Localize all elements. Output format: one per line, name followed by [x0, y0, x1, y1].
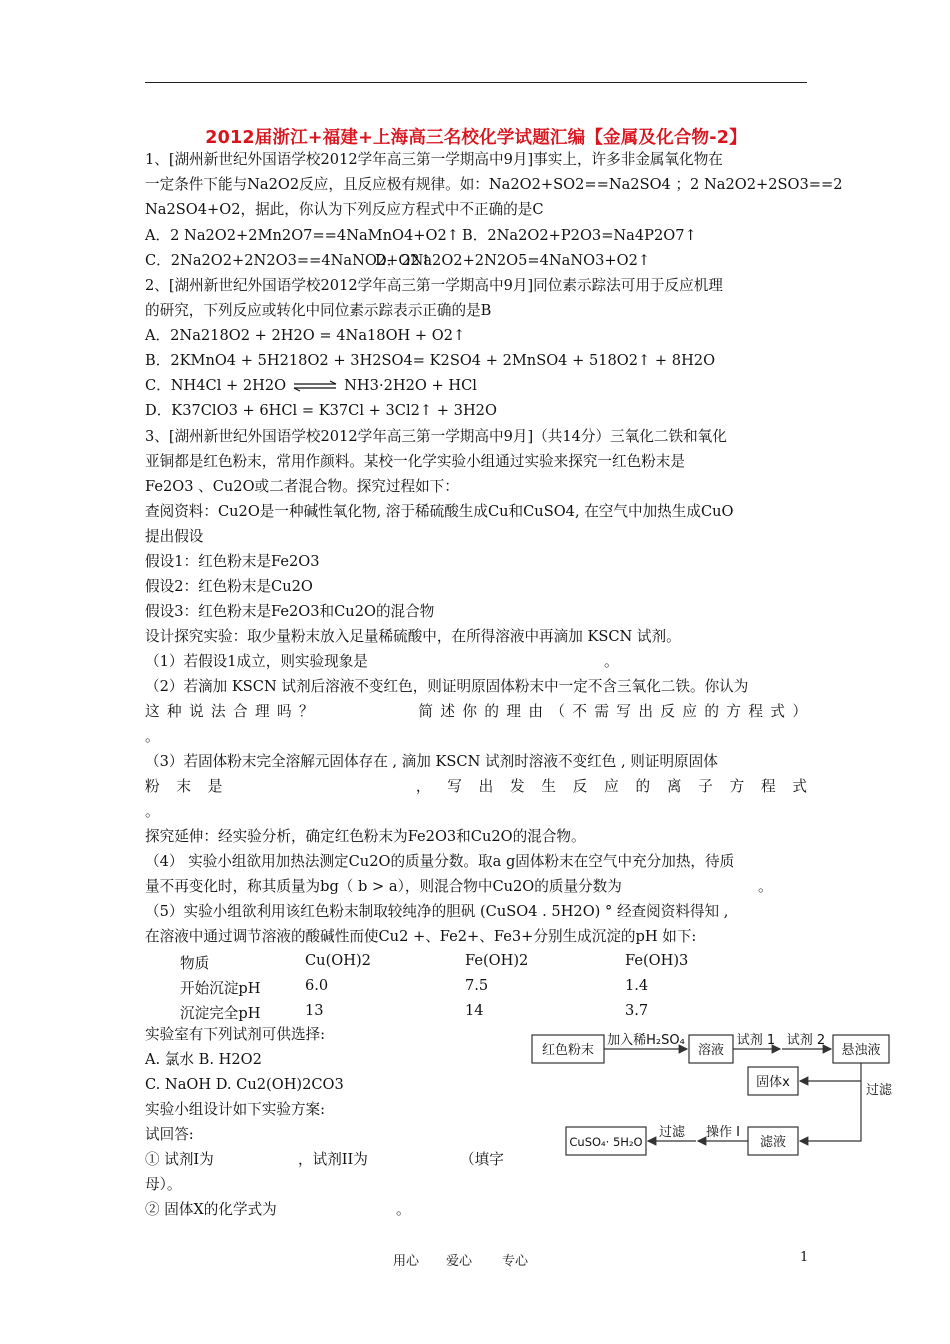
table-cell: 3.7 — [625, 1002, 649, 1019]
q3-experiment-design: 设计探究实验：取少量粉末放入足量稀硫酸中，在所得溶液中再滴加 KSCN 试剂。 — [145, 628, 681, 645]
q3-part-2: （2）若滴加 KSCN 试剂后溶液不变红色，则证明原固体粉末中一定不含三氧化二铁。你认为 — [145, 678, 749, 695]
q3-question-1: ① 试剂I为 — [145, 1151, 214, 1168]
q3-part-4: （4） 实验小组欲用加热法测定Cu2O的质量分数。取a g固体粉末在空气中充分加热，待质 — [145, 853, 735, 870]
q2-option-d: D．K37ClO3 + 6HCl = K37Cl + 3Cl2↑ + 3H2O — [145, 402, 497, 419]
q3-reference: 查阅资料：Cu2O是一种碱性氧化物, 溶于稀硫酸生成Cu和CuSO4, 在空气中加热生成CuO — [145, 503, 734, 520]
q3-part-3: （3）若固体粉末完全溶解元固体存在 , 滴加 KSCN 试剂时溶液不变红色 , 则证明原固体 — [145, 753, 718, 770]
q3-hypothesis-2: 假设2：红色粉末是Cu2O — [145, 578, 313, 595]
footer-text: 专心 — [502, 1254, 529, 1269]
table-cell: 7.5 — [465, 977, 489, 994]
q3-part-3-end: 。 — [145, 803, 160, 820]
flow-label: CuSO₄· 5H₂O — [569, 1135, 643, 1149]
flow-label: 操作 I — [706, 1125, 740, 1140]
q3-reagents-cd: C. NaOH D. Cu2(OH)2CO3 — [145, 1076, 344, 1093]
flow-label: 溶液 — [697, 1043, 725, 1058]
table-header-cell: 物质 — [180, 955, 210, 972]
q3-question-1-end: 母）。 — [145, 1176, 182, 1193]
page-number: 1 — [800, 1250, 809, 1265]
q3-question-2-end: 。 — [396, 1201, 411, 1218]
flow-label: 过滤 — [865, 1083, 893, 1098]
q3-hypothesis-heading: 提出假设 — [145, 528, 204, 545]
q2-line-2: 的研究，下列反应或转化中同位素示踪表示正确的是B — [145, 302, 492, 319]
q3-part-3-line-2: 粉 末 是 ， 写 出 发 生 反 应 的 离 子 方 程 式 — [145, 778, 807, 795]
flow-label: 滤液 — [759, 1135, 787, 1150]
flow-arrow-filter — [800, 1063, 861, 1141]
q3-reagents-ab: A. 氯水 B. H2O2 — [145, 1051, 262, 1068]
table-header-cell: Cu(OH)2 — [305, 952, 371, 969]
document-title: 2012届浙江+福建+上海高三名校化学试题汇编【金属及化合物-2】 — [205, 128, 747, 148]
q2-option-c-right: NH3·2H2O + HCl — [344, 377, 477, 394]
q3-hypothesis-1: 假设1：红色粉末是Fe2O3 — [145, 553, 320, 570]
q2-option-c — [145, 376, 477, 396]
flow-label: 固体x — [756, 1075, 790, 1090]
flow-label: 加入稀H₂SO₄ — [607, 1033, 685, 1048]
q3-part-2-end: 。 — [145, 728, 160, 745]
q3-line-2: 亚铜都是红色粉末，常用作颜料。某校一化学实验小组通过实验来探究一红色粉末是 — [145, 453, 685, 470]
equilibrium-arrow-icon — [292, 380, 338, 392]
flow-label: 红色粉末 — [541, 1043, 595, 1058]
flow-label: 过滤 — [658, 1125, 686, 1140]
flow-label: 悬浊液 — [841, 1043, 881, 1058]
q2-option-a: A．2Na218O2 + 2H2O = 4Na18OH + O2↑ — [145, 327, 466, 344]
table-cell: 14 — [465, 1002, 484, 1019]
q3-part-1-end: 。 — [604, 653, 619, 670]
q3-hypothesis-3: 假设3：红色粉末是Fe2O3和Cu2O的混合物 — [145, 603, 435, 620]
process-flowchart — [522, 1028, 897, 1163]
q1-line-1: 1、[湖州新世纪外国语学校2012学年高三第一学期高中9月]事实上，许多非金属氧化物在 — [145, 151, 723, 168]
table-header-cell: Fe(OH)2 — [465, 952, 529, 969]
q1-option-c: C．2Na2O2+2N2O3==4NaNO2+O2↑ — [145, 252, 432, 269]
flow-label: 试剂 1 — [736, 1033, 776, 1048]
table-cell: 13 — [305, 1002, 324, 1019]
q1-option-d: D．2Na2O2+2N2O5=4NaNO3+O2↑ — [375, 252, 651, 269]
q3-question-1c: （填字 — [460, 1151, 504, 1168]
header-rule — [145, 82, 807, 83]
q2-option-c-left: C．NH4Cl + 2H2O — [145, 377, 287, 394]
q3-line-3: Fe2O3 、Cu2O或二者混合物。探究过程如下： — [145, 478, 459, 495]
table-cell: 6.0 — [305, 977, 329, 994]
footer-text: 用心 — [393, 1254, 420, 1269]
table-cell: 沉淀完全pH — [180, 1005, 261, 1022]
q3-part-1: （1）若假设1成立，则实验现象是 — [145, 653, 368, 670]
q2-option-b: B．2KMnO4 + 5H218O2 + 3H2SO4= K2SO4 + 2MnSO4 + 518O2↑ + 8H2O — [145, 352, 716, 369]
q3-part-2-line-2: 这 种 说 法 合 理 吗 ？ 简 述 你 的 理 由 （ 不 需 写 出 反 应 的 方 程 式 ） — [145, 703, 807, 720]
q1-option-a: A．2 Na2O2+2Mn2O7==4NaMnO4+O2↑ — [145, 227, 459, 244]
q3-part-5: （5）实验小组欲利用该红色粉末制取较纯净的胆矾 (CuSO4 . 5H2O) ° 经查阅资料得知 , — [145, 903, 729, 920]
q3-part-5-line-2: 在溶液中通过调节溶液的酸碱性而使Cu2 +、Fe2+、Fe3+分别生成沉淀的pH 如下: — [145, 928, 697, 945]
q1-line-3: Na2SO4+O2，据此，你认为下列反应方程式中不正确的是C — [145, 201, 544, 218]
q2-line-1: 2、[湖州新世纪外国语学校2012学年高三第一学期高中9月]同位素示踪法可用于反应机理 — [145, 277, 723, 294]
q1-line-2: 一定条件下能与Na2O2反应，且反应极有规律。如：Na2O2+SO2==Na2SO4 ；2 Na2O2+2SO3==2 — [145, 176, 843, 193]
table-header-cell: Fe(OH)3 — [625, 952, 689, 969]
flow-label: 试剂 2 — [786, 1033, 826, 1048]
q3-part-4-line-2: 量不再变化时，称其质量为bg（ b > a），则混合物中Cu2O的质量分数为 — [145, 878, 622, 895]
q3-part-4-end: 。 — [758, 878, 773, 895]
q3-question-2: ② 固体X的化学式为 — [145, 1201, 277, 1218]
q3-reagents-intro: 实验室有下列试剂可供选择: — [145, 1026, 326, 1043]
q1-option-b: B．2Na2O2+P2O3=Na4P2O7↑ — [462, 227, 697, 244]
table-cell: 开始沉淀pH — [180, 980, 261, 997]
q3-scheme-intro: 实验小组设计如下实验方案: — [145, 1101, 326, 1118]
table-cell: 1.4 — [625, 977, 649, 994]
q3-answer-heading: 试回答: — [145, 1126, 194, 1143]
q3-line-1: 3、[湖州新世纪外国语学校2012学年高三第一学期高中9月]（共14分）三氧化二铁和氧化 — [145, 428, 727, 445]
footer-text: 爱心 — [446, 1254, 473, 1269]
q3-extension: 探究延伸：经实验分析，确定红色粉末为Fe2O3和Cu2O的混合物。 — [145, 828, 586, 845]
q3-question-1b: ，试剂II为 — [298, 1151, 368, 1168]
